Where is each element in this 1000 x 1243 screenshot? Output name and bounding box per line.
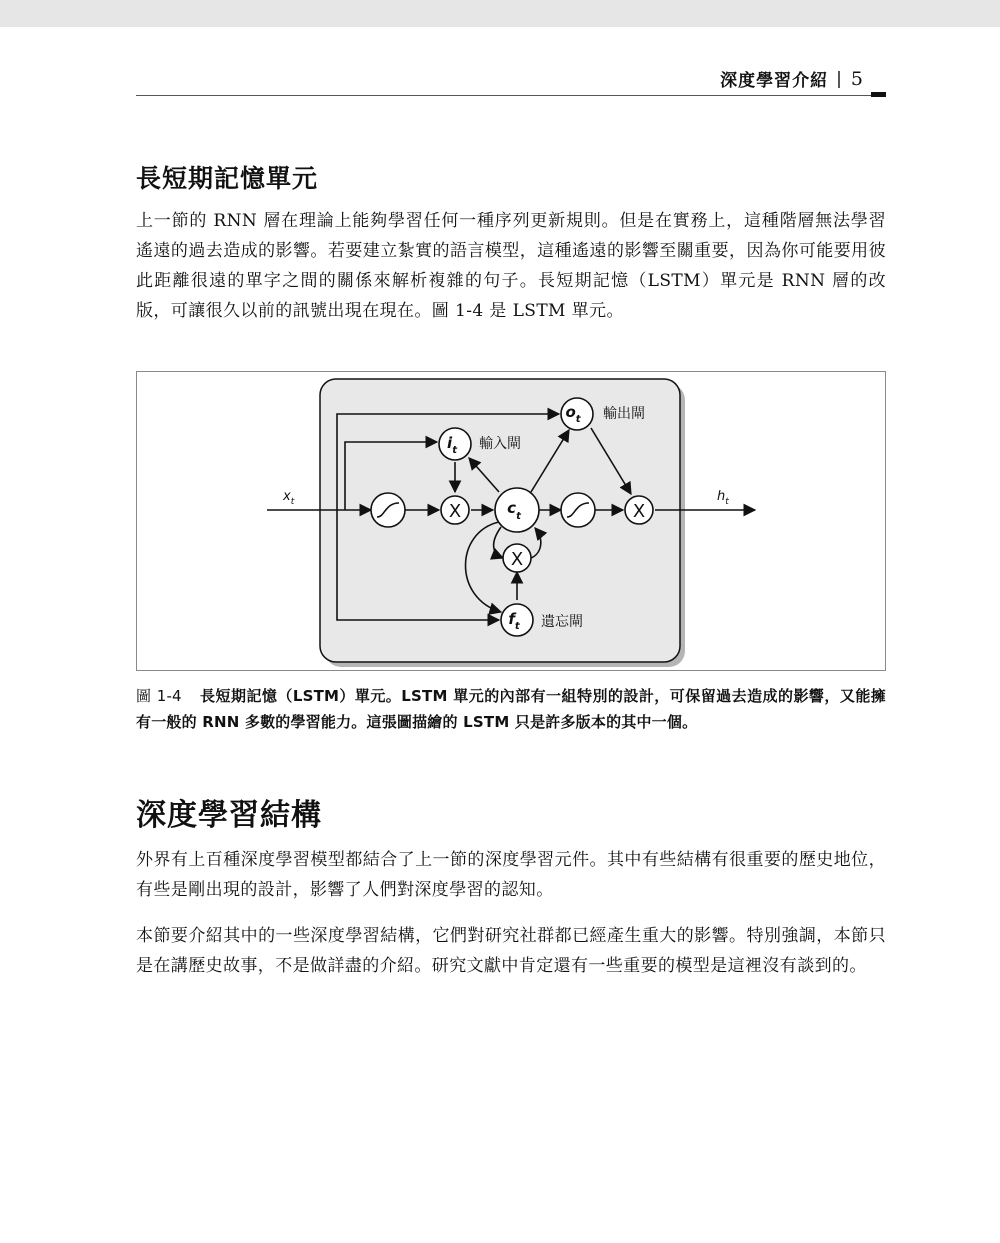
tanh-node-output <box>561 493 595 527</box>
output-gate-symbol: $o_t$ <box>565 403 581 425</box>
running-head-separator: | <box>836 68 843 89</box>
figure-caption-text: 長短期記憶（LSTM）單元。LSTM 單元的內部有一組特別的設計，可保留過去造成的影響，又能擁有一般的 RNN 多數的學習能力。這張圖描繪的 LSTM 只是許多版本的其中一個。 <box>136 687 886 731</box>
lstm-diagram <box>137 372 885 670</box>
tanh-node-input <box>371 493 405 527</box>
forget-gate-label: 遺忘閘 <box>541 614 583 630</box>
page-number: 5 <box>850 67 864 90</box>
paragraph-lstm: 上一節的 RNN 層在理論上能夠學習任何一種序列更新規則。但是在實務上，這種階層無法學習遙遠的過去造成的影響。若要建立紮實的語言模型，這種遙遠的影響至關重要，因為你可能要用彼此距離很遠的單字之間的關係來解析複雜的句子。長短期記憶（LSTM）單元是 RNN 層的改版，可讓很久以前的訊號出現在現在。圖 1-4 是 LSTM 單元。 <box>136 211 886 321</box>
paragraph-architectures-1: 外界有上百種深度學習模型都結合了上一節的深度學習元件。其中有些結構有很重要的歷史地位，有些是剛出現的設計，影響了人們對深度學習的認知。 <box>136 850 886 900</box>
page-top-band <box>0 0 1000 27</box>
running-head-title: 深度學習介紹 <box>720 71 829 91</box>
forget-gate-symbol: $f_t$ <box>508 610 520 632</box>
section-heading-architectures: 深度學習結構 <box>136 798 322 833</box>
header-tab-marker <box>871 92 886 97</box>
cell-state-label: $c_t$ <box>507 499 521 522</box>
multiply-label-forget: X <box>510 549 524 570</box>
running-head <box>720 66 864 91</box>
cell-state-node <box>495 488 539 532</box>
header-rule <box>136 95 886 96</box>
figure-lstm-frame <box>136 371 886 671</box>
multiply-label-output: X <box>632 501 646 522</box>
multiply-label-input: X <box>448 501 462 522</box>
figure-caption-label: 圖 1-4 <box>136 687 182 705</box>
input-x-label: $x_t$ <box>283 489 295 507</box>
figure-caption <box>136 683 886 735</box>
output-h-label: $h_t$ <box>717 489 729 507</box>
section-heading-lstm: 長短期記憶單元 <box>136 164 319 193</box>
output-gate-label: 輸出閘 <box>603 406 645 422</box>
input-gate-symbol: $i_t$ <box>447 434 457 456</box>
paragraph-architectures-2: 本節要介紹其中的一些深度學習結構，它們對研究社群都已經產生重大的影響。特別強調，本節只是在講歷史故事，不是做詳盡的介紹。研究文獻中肯定還有一些重要的模型是這裡沒有談到的。 <box>136 926 886 976</box>
input-gate-label: 輸入閘 <box>479 436 521 452</box>
